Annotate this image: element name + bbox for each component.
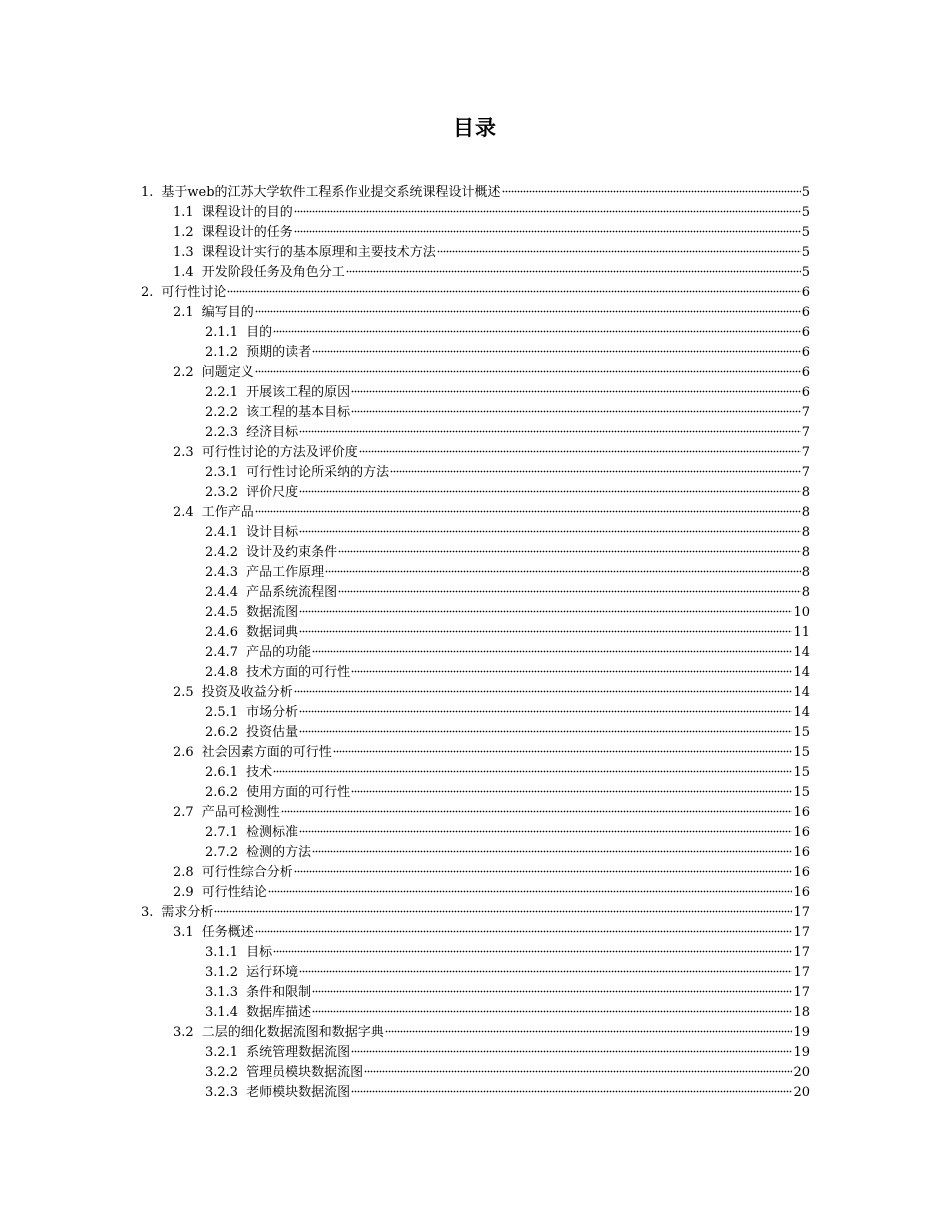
toc-entry-number: 2.4.5 bbox=[205, 605, 239, 620]
toc-entry[interactable] bbox=[0, 983, 950, 1003]
toc-entry-page: 20 bbox=[793, 1065, 810, 1080]
toc-entry-number: 1. bbox=[141, 185, 154, 200]
toc-dot-leader bbox=[351, 1047, 792, 1053]
toc-entry-number: 2.4.7 bbox=[205, 645, 239, 660]
toc-entry-page: 5 bbox=[801, 225, 810, 240]
toc-entry[interactable] bbox=[0, 1063, 950, 1083]
toc-entry-title: 投资及收益分析 bbox=[201, 685, 293, 700]
toc-entry-number: 2.6 bbox=[173, 745, 194, 760]
toc-entry-page: 14 bbox=[793, 685, 810, 700]
toc-entry-title: 预期的读者 bbox=[246, 345, 312, 360]
toc-dot-leader bbox=[325, 567, 801, 573]
toc-dot-leader bbox=[299, 967, 792, 973]
toc-entry[interactable] bbox=[0, 283, 950, 303]
toc-dot-leader bbox=[312, 647, 792, 653]
toc-entry-page: 11 bbox=[793, 625, 810, 640]
toc-dot-leader bbox=[273, 327, 801, 333]
toc-entry-number: 3.2.1 bbox=[205, 1045, 239, 1060]
toc-entry-page: 15 bbox=[793, 725, 810, 740]
toc-entry-number: 1.4 bbox=[173, 265, 194, 280]
toc-entry-title: 条件和限制 bbox=[246, 985, 312, 1000]
toc-entry[interactable] bbox=[0, 323, 950, 343]
toc-dot-leader bbox=[351, 787, 792, 793]
toc-entry-page: 5 bbox=[801, 185, 810, 200]
toc-entry-page: 7 bbox=[801, 405, 810, 420]
toc-entry-number: 2.6.1 bbox=[205, 765, 239, 780]
toc-title: 目录 bbox=[453, 116, 497, 140]
toc-entry-title: 设计及约束条件 bbox=[246, 545, 338, 560]
toc-entry-title: 数据词典 bbox=[246, 625, 299, 640]
toc-entry[interactable] bbox=[0, 203, 950, 223]
toc-entry-title: 运行环境 bbox=[246, 965, 299, 980]
toc-entry[interactable] bbox=[0, 303, 950, 323]
toc-entry-page: 17 bbox=[793, 945, 810, 960]
toc-entry-number: 2.3.2 bbox=[205, 485, 239, 500]
toc-entry-page: 14 bbox=[793, 665, 810, 680]
toc-entry[interactable] bbox=[0, 1083, 950, 1103]
toc-entry-number: 3.2 bbox=[173, 1025, 194, 1040]
toc-entry[interactable] bbox=[0, 863, 950, 883]
toc-entry-title: 系统管理数据流图 bbox=[246, 1045, 351, 1060]
toc-entry-title: 检测标准 bbox=[246, 825, 299, 840]
toc-entry-title: 技术方面的可行性 bbox=[246, 665, 351, 680]
toc-dot-leader bbox=[312, 847, 792, 853]
toc-entry-page: 5 bbox=[801, 245, 810, 260]
toc-entry-title: 技术 bbox=[246, 765, 273, 780]
toc-dot-leader bbox=[294, 687, 793, 693]
toc-dot-leader bbox=[338, 587, 801, 593]
toc-entry-number: 2.2.3 bbox=[205, 425, 239, 440]
toc-entry[interactable] bbox=[0, 783, 950, 803]
toc-entry-number: 3.1.3 bbox=[205, 985, 239, 1000]
toc-entry[interactable] bbox=[0, 263, 950, 283]
toc-entry-number: 3. bbox=[141, 905, 154, 920]
toc-entry-page: 16 bbox=[793, 885, 810, 900]
toc-entry[interactable] bbox=[0, 823, 950, 843]
toc-entry[interactable] bbox=[0, 763, 950, 783]
toc-entry-page: 15 bbox=[793, 765, 810, 780]
toc-entry-number: 2.7 bbox=[173, 805, 194, 820]
toc-entry[interactable] bbox=[0, 843, 950, 863]
toc-entry-number: 2.1.2 bbox=[205, 345, 239, 360]
toc-dot-leader bbox=[351, 667, 792, 673]
toc-entry-number: 2. bbox=[141, 285, 154, 300]
toc-dot-leader bbox=[294, 227, 801, 233]
toc-entry[interactable] bbox=[0, 603, 950, 623]
toc-entry[interactable] bbox=[0, 363, 950, 383]
toc-entry[interactable] bbox=[0, 243, 950, 263]
toc-entry-page: 17 bbox=[793, 925, 810, 940]
toc-entry-title: 课程设计的任务 bbox=[201, 225, 293, 240]
toc-entry[interactable] bbox=[0, 423, 950, 443]
toc-dot-leader bbox=[312, 987, 792, 993]
toc-entry-page: 15 bbox=[793, 745, 810, 760]
toc-entry-title: 评价尺度 bbox=[246, 485, 299, 500]
toc-entry-page: 19 bbox=[793, 1045, 810, 1060]
toc-entry-title: 产品的功能 bbox=[246, 645, 312, 660]
toc-entry-number: 2.4 bbox=[173, 505, 194, 520]
toc-entry-title: 管理员模块数据流图 bbox=[246, 1065, 364, 1080]
toc-entry[interactable] bbox=[0, 583, 950, 603]
toc-entry[interactable] bbox=[0, 703, 950, 723]
toc-entry-number: 1.2 bbox=[173, 225, 194, 240]
toc-entry-number: 2.2.2 bbox=[205, 405, 239, 420]
toc-dot-leader bbox=[255, 927, 793, 933]
toc-entry-title: 可行性结论 bbox=[201, 885, 267, 900]
toc-entry[interactable] bbox=[0, 723, 950, 743]
toc-entry-page: 6 bbox=[801, 325, 810, 340]
toc-entry-number: 2.4.1 bbox=[205, 525, 239, 540]
toc-entry-number: 3.1 bbox=[173, 925, 194, 940]
toc-entry-page: 10 bbox=[793, 605, 810, 620]
toc-entry-title: 课程设计实行的基本原理和主要技术方法 bbox=[201, 245, 436, 260]
toc-entry-number: 3.1.4 bbox=[205, 1005, 239, 1020]
toc-entry-number: 2.4.2 bbox=[205, 545, 239, 560]
toc-entry[interactable] bbox=[0, 623, 950, 643]
toc-entry-title: 该工程的基本目标 bbox=[246, 405, 351, 420]
toc-entry-number: 1.1 bbox=[173, 205, 194, 220]
toc-dot-leader bbox=[299, 827, 792, 833]
toc-entry[interactable] bbox=[0, 803, 950, 823]
toc-entry-page: 5 bbox=[801, 205, 810, 220]
toc-entry-page: 8 bbox=[801, 525, 810, 540]
toc-entry[interactable] bbox=[0, 883, 950, 903]
toc-dot-leader bbox=[299, 607, 792, 613]
toc-dot-leader bbox=[338, 547, 801, 553]
toc-entry-page: 8 bbox=[801, 545, 810, 560]
toc-entry-page: 6 bbox=[801, 305, 810, 320]
toc-dot-leader bbox=[390, 467, 801, 473]
toc-dot-leader bbox=[385, 1027, 793, 1033]
toc-entry-title: 课程设计的目的 bbox=[201, 205, 293, 220]
toc-entry[interactable] bbox=[0, 943, 950, 963]
toc-entry[interactable] bbox=[0, 963, 950, 983]
toc-entry[interactable] bbox=[0, 483, 950, 503]
toc-entry-title: 目标 bbox=[246, 945, 273, 960]
toc-entry-title: 经济目标 bbox=[246, 425, 299, 440]
toc-dot-leader bbox=[273, 947, 792, 953]
toc-dot-leader bbox=[299, 707, 792, 713]
toc-entry-number: 2.2.1 bbox=[205, 385, 239, 400]
toc-entry[interactable] bbox=[0, 1043, 950, 1063]
toc-entry-page: 8 bbox=[801, 485, 810, 500]
toc-dot-leader bbox=[351, 387, 801, 393]
toc-entry[interactable] bbox=[0, 463, 950, 483]
toc-dot-leader bbox=[268, 887, 793, 893]
toc-dot-leader bbox=[255, 307, 801, 313]
toc-dot-leader bbox=[312, 347, 801, 353]
toc-entry-number: 2.4.4 bbox=[205, 585, 239, 600]
toc-entry-page: 8 bbox=[801, 505, 810, 520]
toc-dot-leader bbox=[437, 247, 801, 253]
toc-dot-leader bbox=[281, 807, 793, 813]
toc-entry[interactable] bbox=[0, 663, 950, 683]
toc-entry-page: 20 bbox=[793, 1085, 810, 1100]
toc-entry-title: 老师模块数据流图 bbox=[246, 1085, 351, 1100]
toc-dot-leader bbox=[299, 427, 801, 433]
toc-entry-title: 开发阶段任务及角色分工 bbox=[201, 265, 345, 280]
toc-entry-title: 社会因素方面的可行性 bbox=[201, 745, 332, 760]
toc-entry-title: 基于web的江苏大学软件工程系作业提交系统课程设计概述 bbox=[161, 185, 501, 200]
toc-entry-number: 2.4.6 bbox=[205, 625, 239, 640]
toc-entry-number: 2.6.2 bbox=[205, 785, 239, 800]
toc-entry-page: 19 bbox=[793, 1025, 810, 1040]
toc-entry-title: 使用方面的可行性 bbox=[246, 785, 351, 800]
toc-entry-number: 1.3 bbox=[173, 245, 194, 260]
toc-list bbox=[0, 183, 950, 1103]
toc-entry-title: 产品可检测性 bbox=[201, 805, 280, 820]
toc-entry[interactable] bbox=[0, 443, 950, 463]
toc-entry-title: 开展该工程的原因 bbox=[246, 385, 351, 400]
toc-dot-leader bbox=[312, 1007, 792, 1013]
toc-dot-leader bbox=[299, 527, 801, 533]
toc-entry-number: 2.7.2 bbox=[205, 845, 239, 860]
toc-dot-leader bbox=[294, 867, 793, 873]
toc-entry-page: 14 bbox=[793, 705, 810, 720]
toc-entry[interactable] bbox=[0, 643, 950, 663]
toc-entry-title: 可行性综合分析 bbox=[201, 865, 293, 880]
toc-entry-title: 产品工作原理 bbox=[246, 565, 325, 580]
toc-entry-title: 检测的方法 bbox=[246, 845, 312, 860]
toc-entry[interactable] bbox=[0, 743, 950, 763]
toc-entry[interactable] bbox=[0, 523, 950, 543]
toc-entry-page: 5 bbox=[801, 265, 810, 280]
toc-entry-page: 7 bbox=[801, 465, 810, 480]
toc-dot-leader bbox=[502, 187, 801, 193]
toc-entry-page: 16 bbox=[793, 825, 810, 840]
toc-entry-page: 7 bbox=[801, 445, 810, 460]
toc-entry-number: 2.3 bbox=[173, 445, 194, 460]
toc-dot-leader bbox=[255, 367, 801, 373]
toc-entry-number: 2.4.8 bbox=[205, 665, 239, 680]
toc-entry-number: 2.1 bbox=[173, 305, 194, 320]
toc-entry-number: 2.6.2 bbox=[205, 725, 239, 740]
toc-dot-leader bbox=[359, 447, 801, 453]
toc-entry[interactable] bbox=[0, 343, 950, 363]
toc-dot-leader bbox=[299, 487, 801, 493]
toc-dot-leader bbox=[255, 507, 801, 513]
toc-entry[interactable] bbox=[0, 563, 950, 583]
toc-entry[interactable] bbox=[0, 183, 950, 203]
toc-entry-title: 数据流图 bbox=[246, 605, 299, 620]
toc-entry-title: 目的 bbox=[246, 325, 273, 340]
toc-entry-title: 问题定义 bbox=[201, 365, 254, 380]
toc-dot-leader bbox=[214, 907, 792, 913]
toc-entry[interactable] bbox=[0, 223, 950, 243]
toc-dot-leader bbox=[294, 207, 801, 213]
toc-entry-page: 6 bbox=[801, 285, 810, 300]
toc-entry-page: 16 bbox=[793, 845, 810, 860]
toc-dot-leader bbox=[299, 627, 792, 633]
toc-entry-page: 14 bbox=[793, 645, 810, 660]
toc-entry-title: 工作产品 bbox=[201, 505, 254, 520]
toc-entry-page: 8 bbox=[801, 565, 810, 580]
toc-entry-title: 数据库描述 bbox=[246, 1005, 312, 1020]
toc-entry-page: 17 bbox=[793, 965, 810, 980]
toc-entry[interactable] bbox=[0, 683, 950, 703]
toc-entry-title: 可行性讨论所采纳的方法 bbox=[246, 465, 390, 480]
toc-dot-leader bbox=[346, 267, 801, 273]
toc-dot-leader bbox=[351, 1087, 792, 1093]
toc-entry-number: 3.1.1 bbox=[205, 945, 239, 960]
toc-entry-title: 需求分析 bbox=[161, 905, 214, 920]
toc-entry-number: 3.2.3 bbox=[205, 1085, 239, 1100]
toc-entry-page: 16 bbox=[793, 865, 810, 880]
toc-entry-page: 7 bbox=[801, 425, 810, 440]
toc-entry-number: 2.3.1 bbox=[205, 465, 239, 480]
toc-entry-number: 2.5 bbox=[173, 685, 194, 700]
toc-entry-title: 二层的细化数据流图和数据字典 bbox=[201, 1025, 384, 1040]
toc-entry[interactable] bbox=[0, 923, 950, 943]
toc-entry-number: 2.8 bbox=[173, 865, 194, 880]
toc-entry-page: 17 bbox=[793, 905, 810, 920]
toc-entry-number: 3.2.2 bbox=[205, 1065, 239, 1080]
toc-entry-title: 投资估量 bbox=[246, 725, 299, 740]
toc-entry-number: 2.9 bbox=[173, 885, 194, 900]
toc-entry-title: 编写目的 bbox=[201, 305, 254, 320]
toc-entry[interactable] bbox=[0, 1023, 950, 1043]
toc-entry-title: 市场分析 bbox=[246, 705, 299, 720]
toc-entry[interactable] bbox=[0, 903, 950, 923]
toc-entry[interactable] bbox=[0, 403, 950, 423]
toc-entry[interactable] bbox=[0, 503, 950, 523]
toc-entry-number: 2.2 bbox=[173, 365, 194, 380]
toc-dot-leader bbox=[351, 407, 801, 413]
toc-entry-page: 16 bbox=[793, 805, 810, 820]
toc-entry-title: 设计目标 bbox=[246, 525, 299, 540]
toc-entry-title: 可行性讨论 bbox=[161, 285, 227, 300]
toc-dot-leader bbox=[273, 767, 792, 773]
toc-entry[interactable] bbox=[0, 1003, 950, 1023]
toc-entry-number: 2.7.1 bbox=[205, 825, 239, 840]
toc-entry[interactable] bbox=[0, 543, 950, 563]
toc-entry[interactable] bbox=[0, 383, 950, 403]
toc-dot-leader bbox=[299, 727, 792, 733]
toc-entry-page: 15 bbox=[793, 785, 810, 800]
toc-entry-title: 可行性讨论的方法及评价度 bbox=[201, 445, 358, 460]
toc-entry-page: 6 bbox=[801, 345, 810, 360]
toc-entry-title: 任务概述 bbox=[201, 925, 254, 940]
toc-entry-page: 6 bbox=[801, 385, 810, 400]
toc-entry-number: 2.5.1 bbox=[205, 705, 239, 720]
toc-entry-number: 3.1.2 bbox=[205, 965, 239, 980]
toc-entry-page: 18 bbox=[793, 1005, 810, 1020]
toc-dot-leader bbox=[364, 1067, 792, 1073]
toc-dot-leader bbox=[333, 747, 793, 753]
toc-entry-page: 6 bbox=[801, 365, 810, 380]
toc-dot-leader bbox=[227, 287, 800, 293]
toc-entry-number: 2.4.3 bbox=[205, 565, 239, 580]
toc-entry-page: 8 bbox=[801, 585, 810, 600]
toc-entry-page: 17 bbox=[793, 985, 810, 1000]
toc-entry-title: 产品系统流程图 bbox=[246, 585, 338, 600]
toc-entry-number: 2.1.1 bbox=[205, 325, 239, 340]
